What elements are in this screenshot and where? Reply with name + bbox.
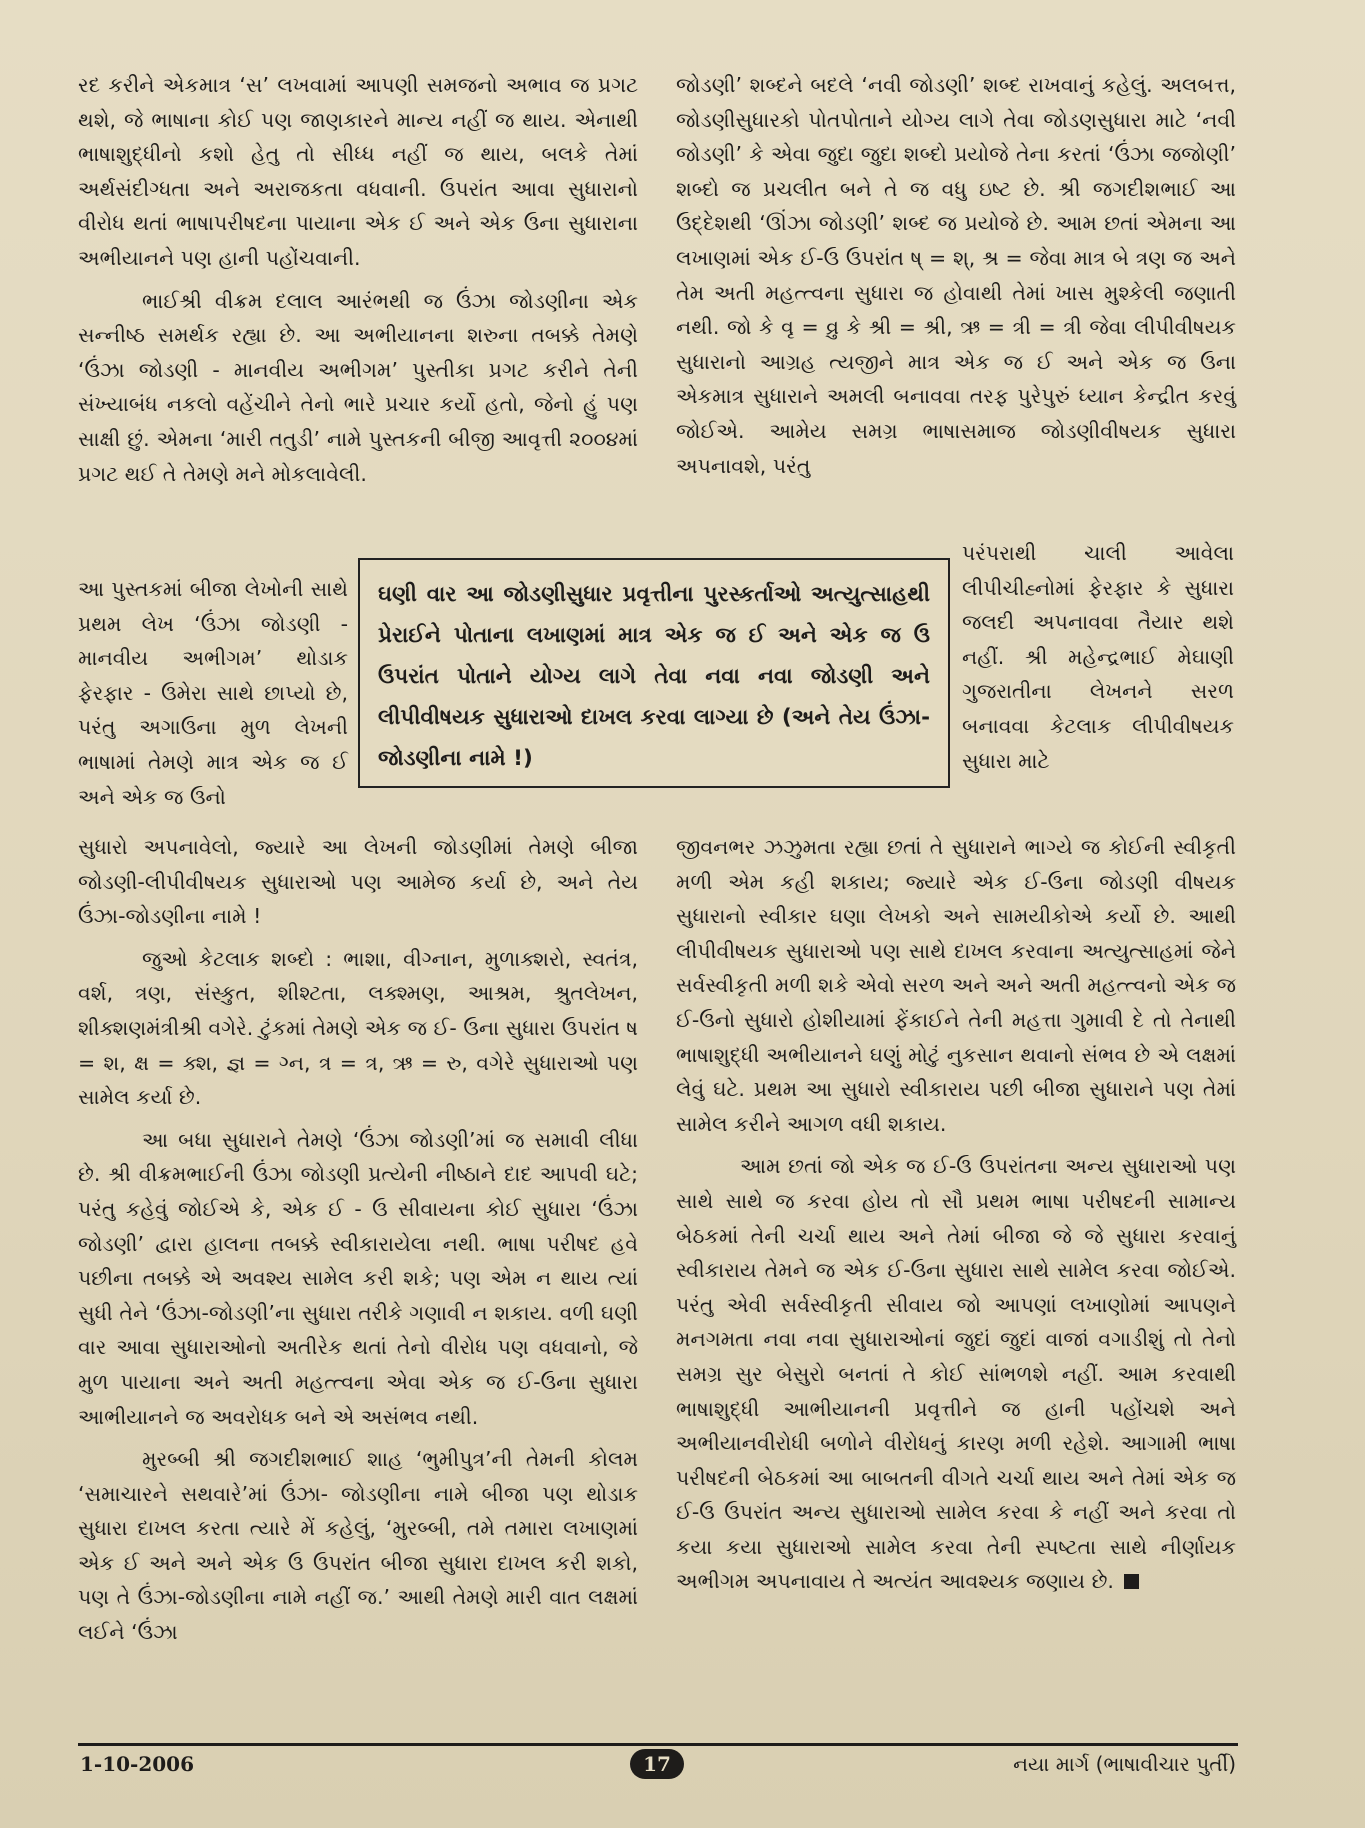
- paragraph: જોડણી’ શબ્દને બદલે ‘નવી જોડણી’ શબ્દ રાખવાનું કહેલું. અલબત્ત, જોડણીસુધારકો પોતપોતાને યોગ્ય લાગે તેવા જોડણસુધારા માટે ‘નવી જોડણી’ કે એવા જુદા જુદા શબ્દો પ્રયોજે તેના કરતાં ‘ઉંઝા જજોણી’ શબ્દો જ પ્રચલીત બને તે જ વધુ ઇષ્ટ છે. શ્રી જગદીશભાઈ આ ઉદ્દેશથી ‘ઊંઝા જોડણી’ શબ્દ જ પ્રયોજે છે. આમ છતાં એમના આ લખાણમાં એક ઈ-ઉ ઉપરાંત ષ્ = શ્, શ્ર = જેવા માત્ર બે ત્રણ જ અને તેમ અતી મહત્ત્વના સુધારા જ હોવાથી તેમાં ખાસ મુશ્કેલી જણાતી નથી. જો કે વૃ = વ્રુ કે શ્રી = શ્રી, ઋ = ત્રી = ત્રી જેવા લીપીવીષયક સુધારાનો આગ્રહ ત્યજીને માત્ર એક જ ઈ અને એક જ ઉના એકમાત્ર સુધારાને અમલી બનાવવા તરફ પુરેપુરું ધ્યાન કેન્દ્રીત કરવું જોઈએ. આમેય સમગ્ર ભાષાસમાજ જોડણીવીષયક સુધારા અપનાવશે, પરંતુ: [676, 73, 1236, 478]
- paragraph: ભાઈશ્રી વીક્રમ દલાલ આરંભથી જ ઉંઝા જોડણીના એક સન્નીષ્ઠ સમર્થક રહ્યા છે. આ અભીયાનના શરુના તબક્કે તેમણે ‘ઉંઝા જોડણી - માનવીય અભીગમ’ પુસ્તીકા પ્રગટ કરીને તેની સંખ્યાબંધ નકલો વહેંચીને તેનો ભારે પ્રચાર કર્યો હતો, જેનો હું પણ સાક્ષી છું. એમના ‘મારી તતુડી’ નામે પુસ્તકની બીજી આવૃત્તી ૨૦૦૪માં પ્રગટ થઈ તે તેમણે મને મોકલાવેલી.: [78, 288, 638, 486]
- paragraph: મુરબ્બી શ્રી જગદીશભાઈ શાહ ‘ભુમીપુત્ર’ની તેમની કોલમ ‘સમાચારને સથવારે’માં ઉંઝા- જોડણીના નામે બીજા પણ થોડાક સુધારા દાખલ કરતા ત્યારે મેં કહેલું, ‘મુરબ્બી, તમે તમારા લખાણમાં એક ઈ અને અને એક ઉ ઉપરાંત બીજા સુધારા દાખલ કરી શકો, પણ તે ઉંઝા-જોડણીના નામે નહીં જ.’ આથી તેમણે મારી વાત લક્ષમાં લઈને ‘ઉંઝા: [78, 1447, 638, 1645]
- publication-title: નયા માર્ગ (ભાષાવીચાર પુર્તી): [1013, 1752, 1236, 1776]
- pull-quote-box: [358, 558, 950, 788]
- paragraph: જીવનભર ઝઝુમતા રહ્યા છતાં તે સુધારાને ભાગ્યે જ કોઈની સ્વીકૃતી મળી એમ કહી શકાય; જ્યારે એક ઈ-ઉના જોડણી વીષયક સુધારાનો સ્વીકાર ઘણા લેખકો અને સામયીકોએ કર્યો છે. આથી લીપીવીષયક સુધારાઓ પણ સાથે દાખલ કરવાના અત્યુત્સાહમાં જેને સર્વસ્વીકૃતી મળી શકે એવો સરળ અને અને અતી મહત્ત્વનો એક જ ઈ-ઉનો સુધારો હોશીયામાં ફેંકાઈને તેની મહત્તા ગુમાવી દે તો તેનાથી ભાષાશુદ્ધી અભીયાનને ઘણું મોટું નુકસાન થવાનો સંભવ છે એ લક્ષમાં લેવું ઘટે. પ્રથમ આ સુધારો સ્વીકારાય પછી બીજા સુધારાને પણ તેમાં સામેલ કરીને આગળ વધી શકાય.: [676, 835, 1236, 1136]
- paragraph: પરંપરાથી ચાલી આવેલા લીપીચીહ્નોમાં ફેરફાર કે સુધારા જલદી અપનાવવા તૈયાર થશે નહીં. શ્રી મહેન્દ્રભાઈ મેઘાણી ગુજરાતીના લેખનને સરળ બનાવવા કેટલાક લીપીવીષયક સુધારા માટે: [962, 541, 1234, 773]
- paragraph: આ બધા સુધારાને તેમણે ‘ઉંઝા જોડણી’માં જ સમાવી લીધા છે. શ્રી વીક્રમભાઈની ઉંઝા જોડણી પ્રત્યેની નીષ્ઠાને દાદ આપવી ઘટે; પરંતુ કહેવું જોઈએ કે, એક ઈ - ઉ સીવાયના કોઈ સુધારા ‘ઉંઝા જોડણી’ દ્વારા હાલના તબક્કે સ્વીકારાયેલા નથી. ભાષા પરીષદ હવે પછીના તબક્કે એ અવશ્ય સામેલ કરી શકે; પણ એમ ન થાય ત્યાં સુધી તેને ‘ઉંઝા-જોડણી’ના સુધારા તરીકે ગણાવી ન શકાય. વળી ઘણી વાર આવા સુધારાઓનો અતીરેક થતાં તેનો વીરોધ પણ વધવાનો, જે મુળ પાયાના અને અતી મહત્ત્વના એવા એક જ ઈ-ઉના સુધારા આભીયાનને જ અવરોધક બને એ અસંભવ નથી.: [78, 1127, 638, 1429]
- left-column-bottom: [78, 830, 638, 1658]
- issue-date: 1-10-2006: [80, 1752, 195, 1776]
- pull-quote-text: ઘણી વાર આ જોડણીસુધાર પ્રવૃત્તીના પુરસ્કર્તાઓ અત્યુત્સાહથી પ્રેરાઈને પોતાના લખાણમાં માત્ર એક જ ઈ અને એક જ ઉ ઉપરાંત પોતાને યોગ્ય લાગે તેવા નવા નવા જોડણી અને લીપીવીષયક સુધારાઓ દાખલ કરવા લાગ્યા છે (અને તેય ઉંઝા-જોડણીના નામે !): [378, 582, 930, 771]
- paragraph: [676, 1149, 1236, 1599]
- left-column-wrap: [78, 572, 348, 822]
- footer-rule: [78, 1743, 1238, 1746]
- end-of-article-mark: [1124, 1574, 1139, 1589]
- right-column-bottom: [676, 830, 1236, 1607]
- paragraph-text: આમ છતાં જો એક જ ઈ-ઉ ઉપરાંતના અન્ય સુધારાઓ પણ સાથે સાથે જ કરવા હોય તો સૌ પ્રથમ ભાષા પરીષદની સામાન્ય બેઠકમાં તેની ચર્ચા થાય અને તેમાં બીજા જે જે સુધારા કરવાનું સ્વીકારાય તેમને જ એક ઈ-ઉના સુધારા સાથે સામેલ કરવા જોઈએ. પરંતુ એવી સર્વસ્વીકૃતી સીવાય જો આપણાં લખાણોમાં આપણને મનગમતા નવા નવા સુધારાઓનાં જુદાં જુદાં વાજાં વગાડીશું તો તેનો સમગ્ર સુર બેસુરો બનતાં તે કોઈ સાંભળશે નહીં. આમ કરવાથી ભાષાશુદ્ધી આભીયાનની પ્રવૃત્તીને જ હાની પહોંચશે અને અભીયાનવીરોધી બળોને વીરોધનું કારણ મળી રહેશે. આગામી ભાષા પરીષદની બેઠકમાં આ બાબતની વીગતે ચર્ચા થાય અને તેમાં એક જ ઈ-ઉ ઉપરાંત અન્ય સુધારાઓ સામેલ કરવા કે નહીં અને કરવા તો કયા કયા સુધારાઓ સામેલ કરવા તેની સ્પષ્ટતા સાથે નીર્ણાયક અભીગમ અપનાવાય તે અત્યંત આવશ્યક જણાય છે.: [676, 1154, 1236, 1594]
- left-column-top: [78, 68, 638, 499]
- right-column-wrap: [962, 536, 1234, 786]
- right-column-top: [676, 68, 1236, 491]
- page-number: 17: [630, 1749, 684, 1779]
- paragraph: આ પુસ્તકમાં બીજા લેખોની સાથે પ્રથમ લેખ ‘ઉંઝા જોડણી - માનવીય અભીગમ’ થોડાક ફેરફાર - ઉમેરા સાથે છાપ્યો છે, પરંતુ અગાઉના મુળ લેખની ભાષામાં તેમણે માત્ર એક જ ઈ અને એક જ ઉનો: [78, 577, 348, 809]
- paragraph: સુધારો અપનાવેલો, જ્યારે આ લેખની જોડણીમાં તેમણે બીજા જોડણી-લીપીવીષયક સુધારાઓ પણ આમેજ કર્યા છે, અને તેય ઉંઝા-જોડણીના નામે !: [78, 835, 638, 929]
- paragraph: રદ કરીને એકમાત્ર ‘સ’ લખવામાં આપણી સમજનો અભાવ જ પ્રગટ થશે, જે ભાષાના કોઈ પણ જાણકારને માન્ય નહીં જ થાય. એનાથી ભાષાશુદ્ધીનો કશો હેતુ તો સીધ્ધ નહીં જ થાય, બલકે તેમાં અર્થસંદીગ્ધતા અને અરાજકતા વધવાની. ઉપરાંત આવા સુધારાનો વીરોધ થતાં ભાષાપરીષદના પાયાના એક ઈ અને એક ઉના સુધારાના અભીયાનને પણ હાની પહોંચવાની.: [78, 73, 638, 270]
- paragraph: જુઓ કેટલાક શબ્દો : ભાશા, વીગ્નાન, મુળાક્શરો, સ્વતંત્ર, વર્શ, ત્રણ, સંસ્કુત, શીશ્ટતા, લક્શ્મણ, આશ્રમ, શ્રુતલેખન, શીક્શણમંત્રીશ્રી વગેરે. ટુંકમાં તેમણે એક જ ઈ- ઉના સુધારા ઉપરાંત ષ = શ, ક્ષ = ક્શ, જ્ઞ = ગ્ન, ત્ર = ત્ર, ઋ = રુ, વગેરે સુધારાઓ પણ સામેલ કર્યા છે.: [78, 946, 638, 1110]
